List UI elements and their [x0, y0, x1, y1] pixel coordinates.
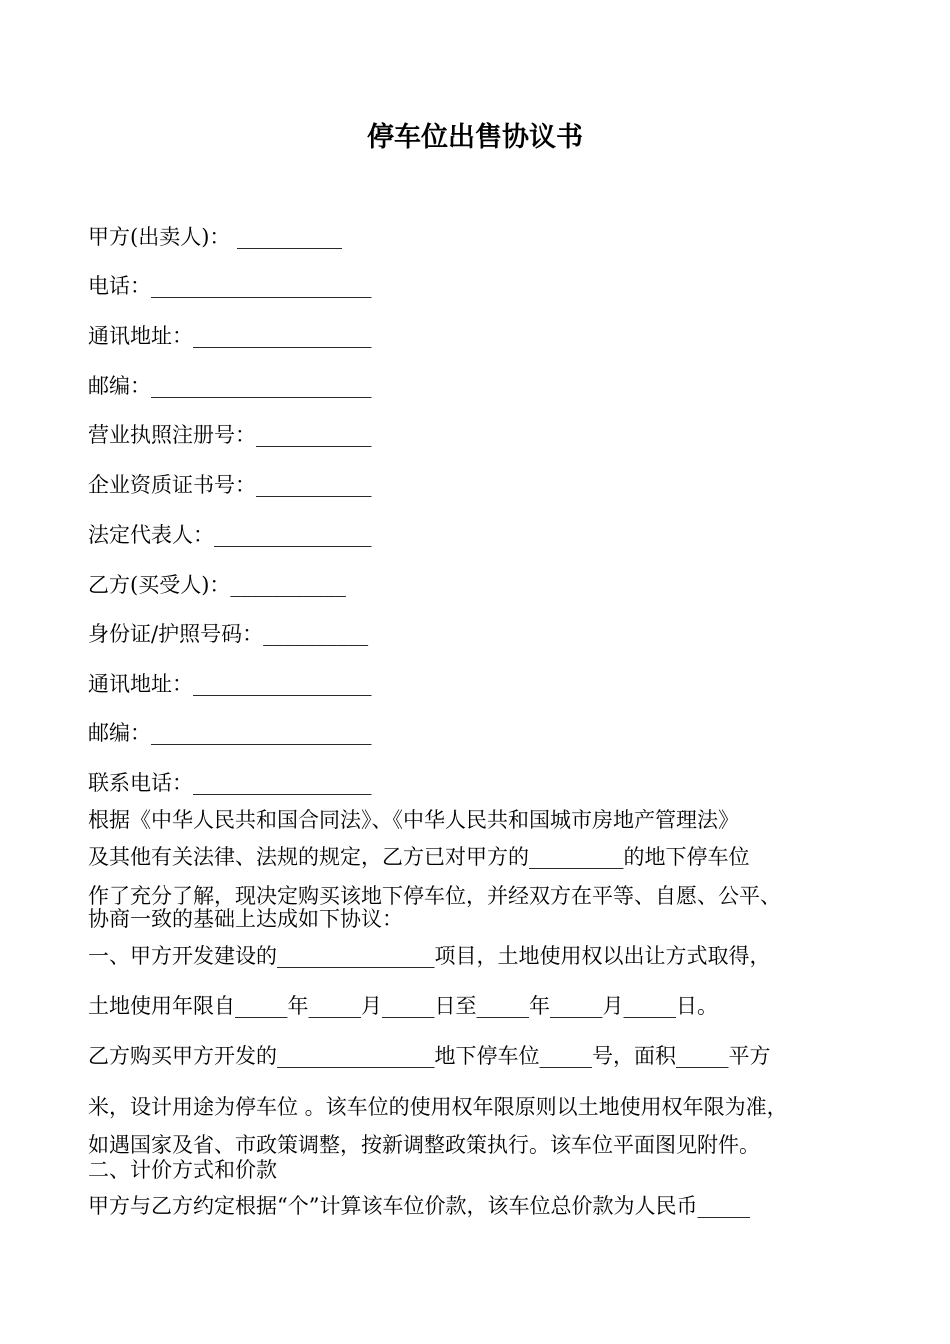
- body-line: 如遇国家及省、市政策调整，按新调整政策执行。该车位平面图见附件。: [88, 1133, 760, 1157]
- body-line: 米，设计用途为停车位 。该车位的使用权年限原则以土地使用权年限为准，: [88, 1095, 788, 1119]
- body-line: 作了充分了解，现决定购买该地下停车位，并经双方在平等、自愿、公平、: [88, 884, 781, 908]
- field-qualification-cert: 企业资质证书号：___________: [88, 473, 372, 497]
- body-line: 及其他有关法律、法规的规定，乙方已对甲方的_________的地下停车位: [88, 845, 750, 869]
- body-line: 根据《中华人民共和国合同法》、《中华人民共和国城市房地产管理法》: [88, 808, 739, 832]
- body-line: 协商一致的基础上达成如下协议：: [88, 907, 403, 931]
- field-buyer-phone: 联系电话：_________________: [88, 771, 372, 795]
- field-buyer-id: 身份证/护照号码：__________: [88, 622, 369, 646]
- body-line: 甲方与乙方约定根据“个”计算该车位价款，该车位总价款为人民币_____: [88, 1194, 750, 1218]
- clause-one: 一、甲方开发建设的_______________项目，土地使用权以出让方式取得，: [88, 944, 771, 968]
- field-seller-postcode: 邮编：_____________________: [88, 374, 372, 398]
- field-buyer-postcode: 邮编：_____________________: [88, 721, 372, 745]
- field-legal-rep: 法定代表人：_______________: [88, 523, 372, 547]
- clause-two-heading: 二、计价方式和价款: [88, 1158, 277, 1182]
- field-buyer-address: 通讯地址：_________________: [88, 672, 372, 696]
- field-seller: 甲方(出卖人)： __________: [88, 225, 343, 249]
- field-buyer: 乙方(买受人)：___________: [88, 573, 346, 597]
- field-seller-phone: 电话：_____________________: [88, 274, 372, 298]
- field-seller-address: 通讯地址：_________________: [88, 324, 372, 348]
- body-line: 乙方购买甲方开发的_______________地下停车位_____号，面积_____平方: [88, 1044, 771, 1068]
- document-title: 停车位出售协议书: [367, 122, 583, 153]
- field-business-license: 营业执照注册号：___________: [88, 423, 372, 447]
- body-line: 土地使用年限自_____年_____月_____日至_____年_____月_____日。: [88, 994, 718, 1018]
